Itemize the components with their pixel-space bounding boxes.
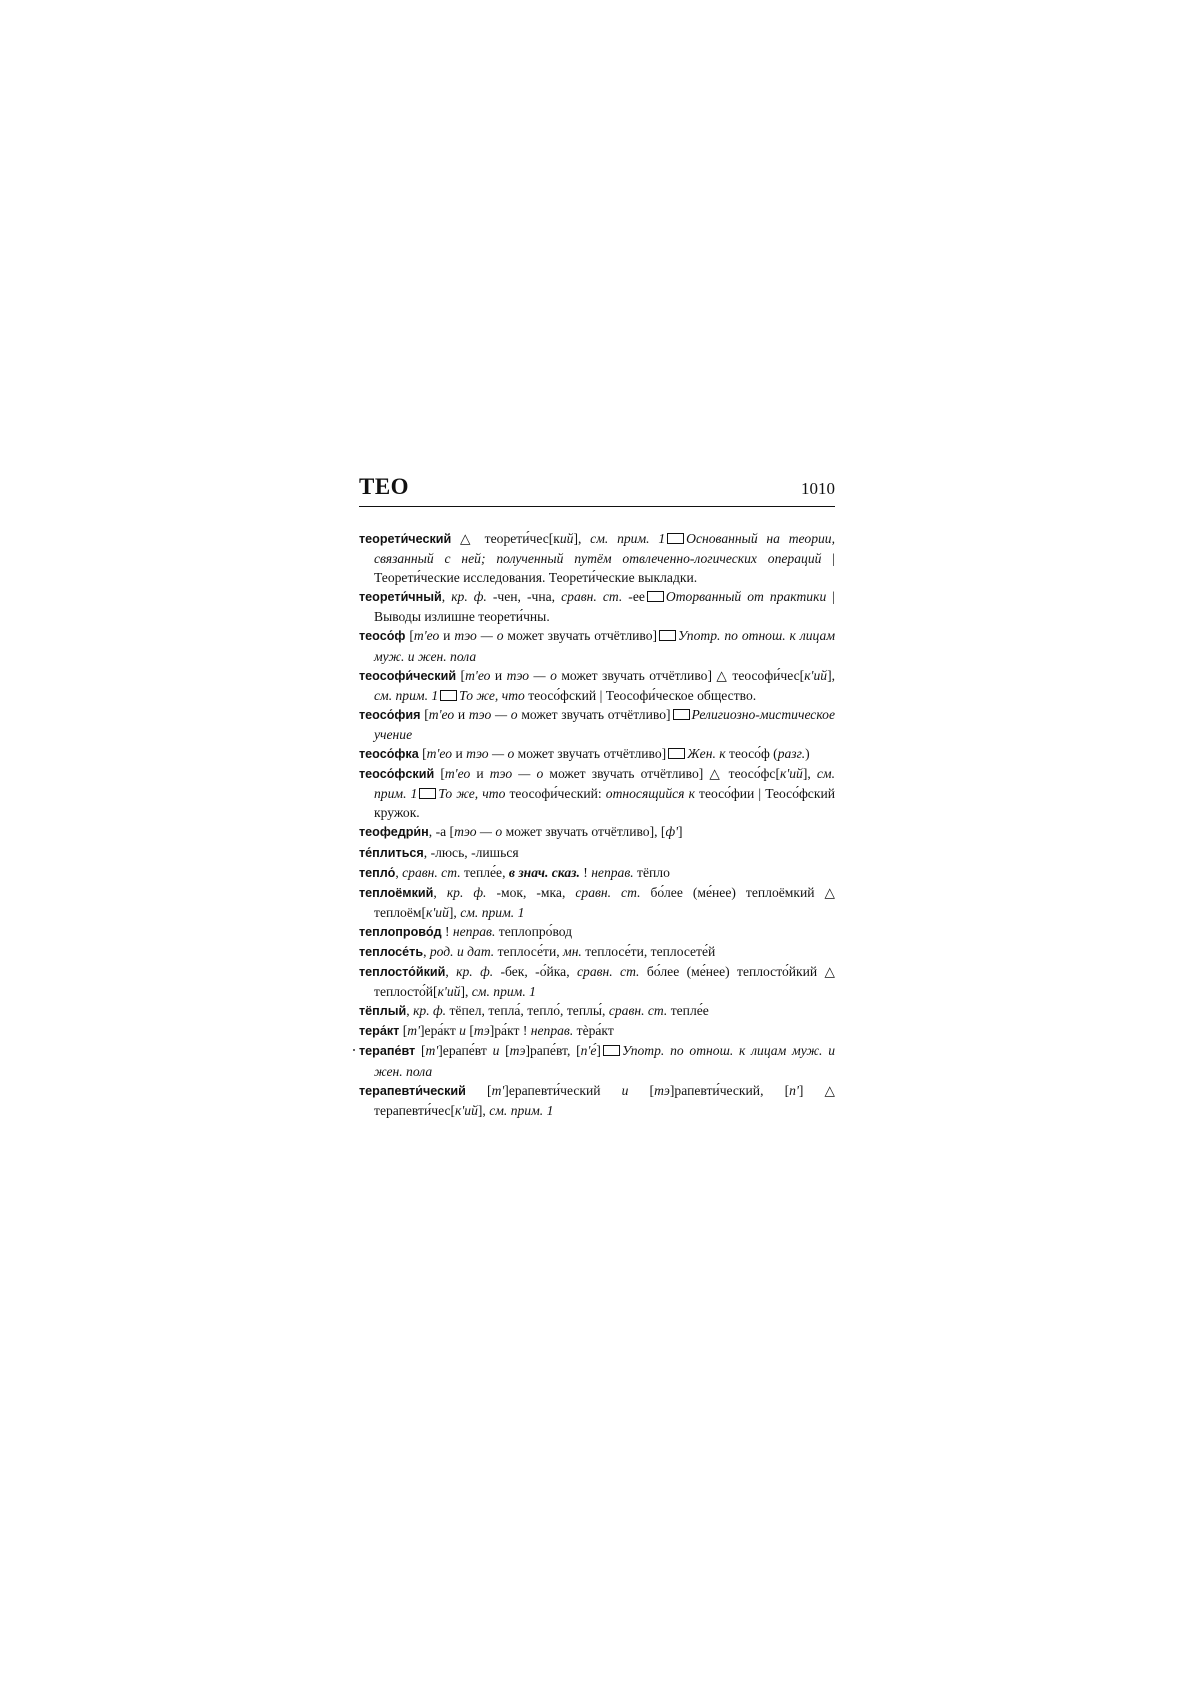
definition-box-icon (668, 748, 685, 759)
running-head-word: ТЕО (359, 474, 410, 499)
print-speck (353, 1049, 355, 1051)
dictionary-entry (359, 626, 835, 665)
entry-label: тэо — о (454, 628, 504, 644)
entry-text: -ее (622, 589, 645, 605)
entry-label: сравн. ст. (575, 884, 641, 900)
entry-text: может звучать отчётливо] △ теосо́фс[ (543, 766, 780, 782)
entry-text: теплосе́ти, (494, 943, 564, 959)
entry-text: , (445, 964, 457, 980)
entry-label: тэ (509, 1043, 526, 1059)
entry-text: , (441, 589, 452, 605)
entry-label: к'ий (804, 667, 828, 683)
entry-text: тепле́е (667, 1003, 709, 1019)
entry-label: неправ. (591, 864, 634, 880)
entry-headword: те́плиться (359, 845, 424, 860)
entry-text: ]ра́кт ! (489, 1023, 531, 1039)
entry-text: [ (434, 766, 445, 782)
entry-label: род. и дат. (429, 943, 495, 959)
entry-headword: теософи́ческий (359, 668, 457, 683)
entry-headword: теосо́ф (359, 629, 406, 644)
entry-text: [ (420, 706, 429, 722)
entry-text: ] (596, 1043, 601, 1059)
dictionary-entry (359, 922, 835, 942)
entry-label: кр. ф. (446, 884, 487, 900)
entry-headword: теплоёмкий (359, 885, 434, 900)
definition-box-icon (647, 591, 664, 602)
entry-label: сравн. ст. (608, 1003, 668, 1019)
dictionary-entry (359, 962, 835, 1001)
entry-text: теплопро́вод (495, 923, 573, 939)
entry-text: и (490, 667, 507, 683)
entry-label: сравн. ст. (402, 864, 461, 880)
entry-text: [ (499, 1043, 510, 1059)
entry-headword: терапевти́ческий (359, 1083, 466, 1098)
entry-label: тэо — о (489, 766, 544, 782)
entry-text: [ (415, 1043, 426, 1059)
dictionary-page (359, 474, 835, 1120)
entry-text: может звучать отчётливо] (503, 628, 658, 644)
entry-label: в знач. сказ. (508, 864, 580, 880)
dictionary-entry (359, 744, 835, 764)
entry-text: ]ерапевти́ческий (504, 1082, 622, 1098)
dictionary-entry (359, 764, 835, 822)
entry-label: разг. (777, 746, 806, 762)
dictionary-entry (359, 666, 835, 705)
entry-text: может звучать отчётливо] (514, 746, 667, 762)
entry-text: может звучать отчётливо], [ (502, 824, 666, 840)
definition-box-icon (667, 533, 684, 544)
dictionary-entry (359, 1001, 835, 1021)
entry-label: Жен. к (687, 746, 726, 762)
entry-text: и (470, 766, 490, 782)
entry-label: относящийся к (605, 786, 695, 802)
dictionary-entry (359, 822, 835, 842)
entry-label: тэ (654, 1082, 670, 1098)
dictionary-entry (359, 1021, 835, 1041)
entry-text: -бек, -о́йка, (493, 964, 577, 980)
entry-headword: теплопрово́д (359, 924, 442, 939)
definition-box-icon (659, 630, 676, 641)
entry-label: Религиозно-мистическое учение (374, 706, 835, 742)
entry-text: теософи́ческий: (505, 786, 606, 802)
entry-text: [ (399, 1023, 408, 1039)
entry-label: тэо — о (468, 706, 518, 722)
entry-text: теплосе́ти, теплосете́й (581, 943, 716, 959)
entry-text: [ (465, 1023, 474, 1039)
entry-text: и (454, 706, 469, 722)
entry-headword: теосо́фия (359, 707, 421, 722)
entry-text: ]ера́кт (420, 1023, 460, 1039)
entry-text: , -а [ (428, 824, 455, 840)
entry-label: см. прим. 1 (590, 531, 666, 546)
entry-label: т' (491, 1082, 505, 1098)
entry-label: п' (789, 1082, 799, 1098)
entry-headword: терапе́вт (359, 1044, 416, 1059)
dictionary-entry (359, 529, 835, 587)
definition-box-icon (673, 709, 690, 720)
entry-text: , (406, 1003, 414, 1019)
entry-text: ) (805, 746, 810, 762)
dictionary-entry (359, 1041, 835, 1080)
entry-text: ], (573, 531, 591, 546)
entry-label: сравн. ст. (577, 964, 640, 980)
entry-text: тѐра́кт (573, 1023, 614, 1039)
dictionary-entry (359, 1081, 835, 1120)
entry-label: т' (407, 1023, 421, 1039)
entry-label: см. прим. 1 (374, 687, 439, 703)
entry-label: т'ео (428, 706, 455, 722)
entry-list (359, 529, 835, 1120)
entry-label: к'ий (779, 766, 803, 782)
entry-headword: теплосто́йкий (359, 965, 446, 980)
entry-headword: теосо́фский (359, 767, 435, 782)
dictionary-entry (359, 705, 835, 744)
entry-label: неправ. (530, 1023, 574, 1039)
entry-label: и (621, 1082, 629, 1098)
entry-text: [ (456, 667, 466, 683)
entry-label: т'ео (426, 746, 453, 762)
entry-label: см. прим. 1 (471, 984, 536, 1000)
entry-text: ! (441, 923, 453, 939)
entry-text: , (423, 943, 430, 959)
entry-text: бо́лее (ме́нее) теплосто́йкий △ теплосто́й[ (374, 964, 836, 1000)
entry-text: ]рапе́вт, [ (525, 1043, 581, 1059)
entry-label: см. прим. 1 (460, 904, 525, 920)
entry-text: | Теорети́ческие исследования. Теорети́ческие выкладки. (374, 551, 835, 586)
entry-headword: теорети́чный (359, 590, 442, 605)
entry-text: теосо́фский | Теософи́ческое общество. (524, 687, 757, 703)
entry-text: ], (477, 1102, 490, 1118)
entry-label: и (459, 1023, 466, 1039)
entry-headword: тёплый (359, 1004, 407, 1019)
entry-label: кр. ф. (456, 964, 494, 980)
entry-text: теосо́фии | Теосо́фский кружок. (374, 786, 835, 821)
entry-headword: теорети́ческий (359, 532, 452, 546)
entry-text: [ (465, 1082, 492, 1098)
entry-text: ]рапевти́ческий, [ (669, 1082, 790, 1098)
entry-text: тепле́е, (460, 864, 509, 880)
entry-text: ], (460, 984, 472, 1000)
entry-headword: теосо́фка (359, 747, 419, 762)
entry-headword: теофедри́н (359, 825, 429, 840)
dictionary-entry (359, 883, 835, 922)
entry-label: мн. (563, 943, 582, 959)
entry-label: т' (425, 1043, 439, 1059)
entry-label: см. прим. 1 (374, 766, 835, 802)
entry-text: ], (802, 766, 817, 782)
entry-label: сравн. ст. (561, 589, 623, 605)
entry-text: тёпел, тепла́, тепло́, теплы́, (446, 1003, 609, 1019)
page-header (359, 474, 835, 507)
entry-text: | Выводы излишне теорети́чны. (374, 589, 836, 625)
entry-text: и (439, 628, 455, 644)
entry-label: п'е́ (580, 1043, 597, 1059)
entry-label: т'ео (465, 667, 491, 683)
entry-text: может звучать отчётливо] △ теософи́чес[ (556, 667, 805, 683)
entry-headword: тепло́ (359, 865, 396, 880)
entry-label: к'ий (437, 984, 461, 1000)
entry-text: △ теорети́чес[к (451, 531, 560, 546)
entry-text: [ (405, 628, 414, 644)
entry-label: То же, что (438, 786, 506, 802)
entry-label: ф' (665, 824, 679, 840)
entry-text: [ (418, 746, 427, 762)
entry-text: ] (678, 824, 683, 840)
entry-label: ий (559, 531, 574, 546)
entry-headword: тера́кт (359, 1024, 400, 1039)
entry-text: [ (628, 1082, 655, 1098)
entry-label: см. прим. 1 (489, 1102, 554, 1118)
entry-label: тэо — о (506, 667, 557, 683)
entry-label: Употр. по отнош. к лицам муж. и жен. пола (374, 628, 835, 664)
entry-label: и (492, 1043, 500, 1059)
entry-text: ], (448, 904, 461, 920)
entry-text: теосо́ф ( (725, 746, 778, 762)
entry-text: ] △ терапевти́чес[ (374, 1082, 835, 1118)
entry-text: -чен, -чна, (486, 589, 562, 605)
dictionary-entry (359, 942, 835, 962)
entry-text: , (433, 884, 447, 900)
entry-label: т'ео (444, 766, 471, 782)
page-number: 1010 (801, 479, 835, 498)
entry-text: может звучать отчётливо] (517, 706, 671, 722)
entry-label: кр. ф. (413, 1003, 447, 1019)
entry-label: Употр. по отнош. к лицам муж. и жен. пола (374, 1043, 835, 1079)
entry-label: к'ий (426, 904, 449, 920)
entry-text: и (452, 746, 467, 762)
definition-box-icon (603, 1045, 620, 1056)
entry-text: ], (827, 667, 835, 683)
entry-label: к'ий (455, 1102, 478, 1118)
entry-text: , -люсь, -лишься (423, 844, 519, 860)
dictionary-entry (359, 863, 835, 883)
entry-label: тэо — о (466, 746, 515, 762)
entry-text: ! (579, 864, 592, 880)
entry-label: Оторванный от практики (665, 589, 827, 605)
dictionary-entry (359, 843, 835, 863)
entry-label: То же, что (459, 687, 525, 703)
entry-label: Основанный на теории, связанный с ней; полученный путём отвлеченно-логических операций (374, 531, 835, 567)
entry-text: тёпло (633, 864, 670, 880)
entry-text: -мок, -мка, (486, 884, 576, 900)
entry-label: т'ео (413, 628, 440, 644)
entry-label: неправ. (452, 923, 496, 939)
entry-label: тэ (473, 1023, 490, 1039)
entry-text: бо́лее (ме́нее) теплоёмкий △ теплоём[ (374, 884, 835, 920)
definition-box-icon (440, 690, 457, 701)
entry-text: ]ерапе́вт (438, 1043, 493, 1059)
entry-text: , (395, 864, 403, 880)
entry-headword: теплосе́ть (359, 944, 424, 959)
definition-box-icon (419, 788, 436, 799)
dictionary-entry (359, 587, 835, 626)
entry-label: кр. ф. (451, 589, 487, 605)
entry-label: тэо — о (454, 824, 503, 840)
